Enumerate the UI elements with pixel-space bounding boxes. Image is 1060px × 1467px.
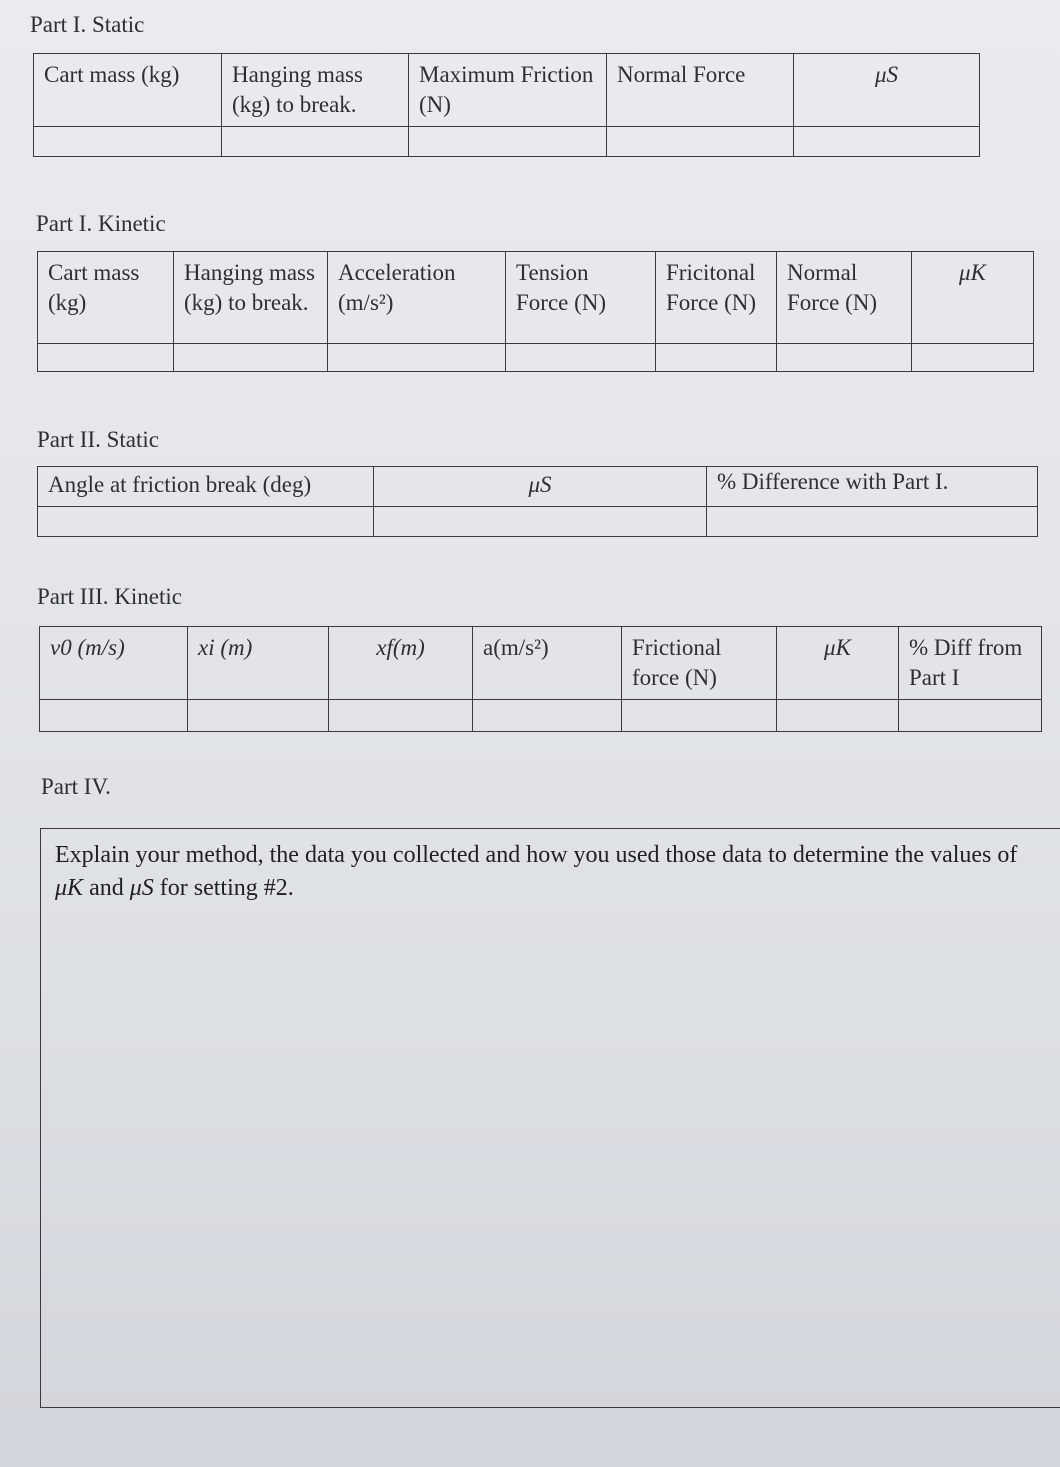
table-row: [38, 344, 1034, 372]
table-header-row: [38, 252, 1034, 344]
data-cell[interactable]: [707, 507, 1038, 537]
data-cell[interactable]: [777, 700, 899, 732]
data-cell[interactable]: [607, 127, 794, 157]
mu-k-symbol: μK: [55, 875, 84, 901]
table-row: [40, 700, 1042, 732]
part2-static-table: [37, 466, 1038, 537]
header-angle: Angle at friction break (deg): [38, 467, 374, 507]
mu-s-symbol: μS: [129, 875, 154, 901]
data-cell[interactable]: [188, 700, 329, 732]
header-frictional-force: Frictional force (N): [622, 627, 777, 700]
header-xi: xi (m): [188, 627, 329, 700]
header-percent-diff: % Diff from Part I: [899, 627, 1042, 700]
header-v0: v0 (m/s): [40, 627, 188, 700]
part3-kinetic-heading: Part III. Kinetic: [37, 584, 182, 609]
data-cell[interactable]: [794, 127, 980, 157]
header-acceleration: a(m/s²): [473, 627, 622, 700]
data-cell[interactable]: [506, 344, 656, 372]
header-max-friction: Maximum Friction (N): [409, 54, 607, 127]
header-normal-force: Normal Force (N): [777, 252, 912, 344]
part1-kinetic-table: [37, 251, 1034, 372]
data-cell[interactable]: [174, 344, 328, 372]
table-header-row: [40, 627, 1042, 700]
part1-kinetic-heading: Part I. Kinetic: [36, 211, 166, 236]
data-cell[interactable]: [777, 344, 912, 372]
header-hanging-mass: Hanging mass (kg) to break.: [174, 252, 328, 344]
data-cell[interactable]: [222, 127, 409, 157]
part1-static-table: [33, 53, 980, 157]
header-mu-s: μS: [374, 467, 707, 507]
header-cart-mass: Cart mass (kg): [38, 252, 174, 344]
data-cell[interactable]: [656, 344, 777, 372]
header-percent-difference: % Difference with Part I.: [707, 467, 1038, 507]
answer-box[interactable]: [40, 828, 1060, 1408]
data-cell[interactable]: [38, 507, 374, 537]
table-row: [34, 127, 980, 157]
header-mu-k: μK: [912, 252, 1034, 344]
header-mu-s: μS: [794, 54, 980, 127]
header-mu-k: μK: [777, 627, 899, 700]
header-acceleration: Acceleration (m/s²): [328, 252, 506, 344]
data-cell[interactable]: [329, 700, 473, 732]
part4-heading: Part IV.: [41, 774, 111, 799]
header-tension-force: Tension Force (N): [506, 252, 656, 344]
part1-static-heading: Part I. Static: [30, 12, 145, 37]
data-cell[interactable]: [473, 700, 622, 732]
data-cell[interactable]: [409, 127, 607, 157]
header-frictional-force: Fricitonal Force (N): [656, 252, 777, 344]
data-cell[interactable]: [34, 127, 222, 157]
table-header-row: [34, 54, 980, 127]
data-cell[interactable]: [40, 700, 188, 732]
header-cart-mass: Cart mass (kg): [34, 54, 222, 127]
data-cell[interactable]: [912, 344, 1034, 372]
data-cell[interactable]: [622, 700, 777, 732]
table-header-row: [38, 467, 1038, 507]
part3-kinetic-table: [39, 626, 1042, 732]
data-cell[interactable]: [38, 344, 174, 372]
table-row: [38, 507, 1038, 537]
part4-prompt: Explain your method, the data you collected and how you used those data to determine the values of μK and μS for setting #2.: [55, 842, 1018, 901]
header-normal-force: Normal Force: [607, 54, 794, 127]
data-cell[interactable]: [328, 344, 506, 372]
data-cell[interactable]: [899, 700, 1042, 732]
header-xf: xf(m): [329, 627, 473, 700]
data-cell[interactable]: [374, 507, 707, 537]
part2-static-heading: Part II. Static: [37, 427, 159, 452]
header-hanging-mass: Hanging mass (kg) to break.: [222, 54, 409, 127]
